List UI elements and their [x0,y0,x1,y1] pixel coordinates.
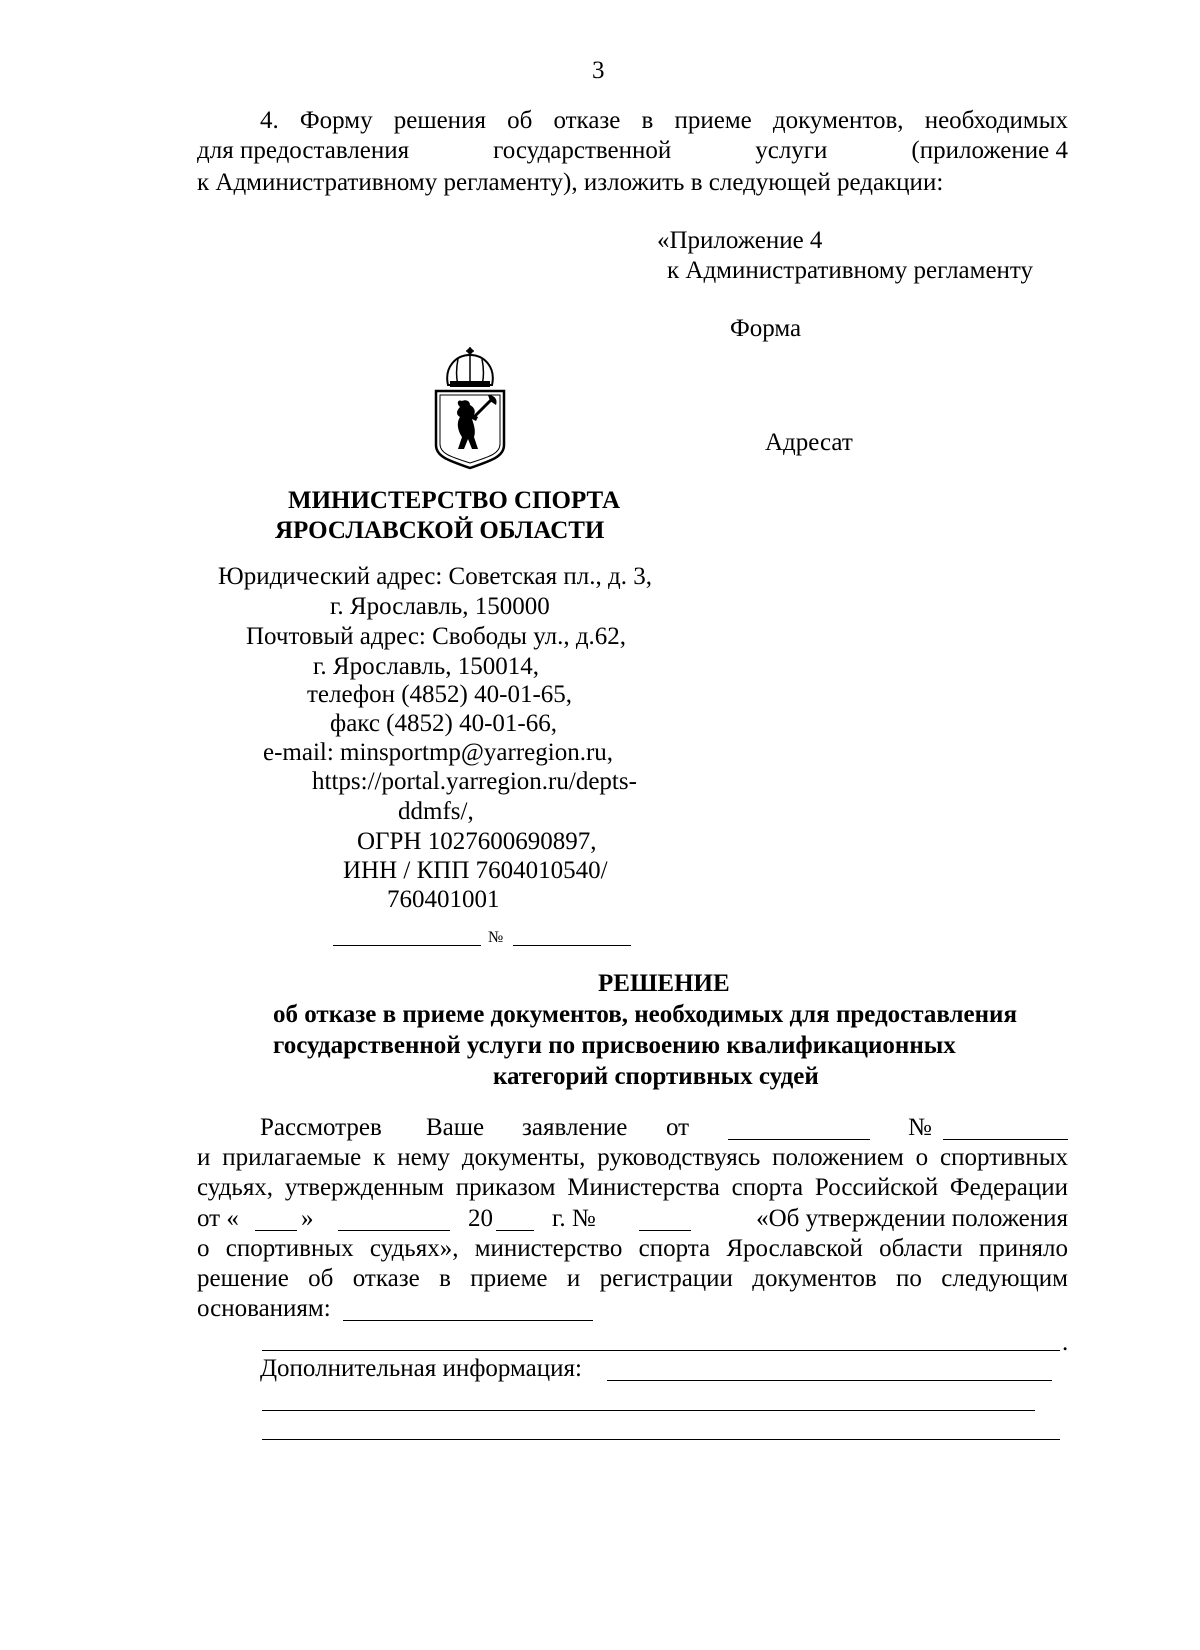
application-number-blank [943,1139,1068,1140]
body-line-3: судьях, утвержденным приказом Министерства спорта Российской Федерации [197,1174,1068,1201]
kpp-continued: 760401001 [387,886,500,913]
body-reviewed: Рассмотрев [260,1114,382,1141]
order-month-blank [338,1230,450,1231]
intro-line-3: к Административному регламенту), изложить в следующей редакции: [197,169,944,196]
addressee-label: Адресат [765,429,853,456]
decision-subtitle-line-3: категорий спортивных судей [493,1063,819,1090]
order-day-blank [255,1230,297,1231]
intro-line-2-part-b: государственной [493,137,672,164]
intro-line-2 [197,135,1068,166]
phone: телефон (4852) 40-01-65, [307,681,573,708]
additional-info-label: Дополнительная информация: [260,1355,582,1382]
body-from: от [666,1114,690,1141]
body-application: заявление [522,1114,628,1141]
body-line-5: о спортивных судьях», министерство спорта Ярославской области приняло [197,1235,1068,1262]
fax: факс (4852) 40-01-66, [330,710,557,737]
grounds-blank-2 [262,1350,1060,1351]
additional-info-blank-1 [607,1380,1052,1381]
page-number: 3 [592,57,605,84]
intro-line-2-part-d: (приложение 4 [911,137,1068,164]
decision-title: РЕШЕНИЕ [598,970,730,997]
order-number-label: г. № [552,1205,596,1232]
body-number-sign: № [908,1114,932,1141]
website-line-2: ddmfs/, [398,798,474,825]
inn-kpp: ИНН / КПП 7604010540/ [343,857,608,884]
address-postal-city: г. Ярославль, 150014, [313,653,540,680]
intro-line-1: 4. Форму решения об отказе в приеме документов, необходимых [260,107,1068,134]
number-blank-line [513,945,631,946]
body-line-2: и прилагаемые к нему документы, руководствуясь положением о спортивных [197,1144,1068,1171]
form-label: Форма [730,315,802,342]
ogrn: ОГРН 1027600690897, [357,828,597,855]
appendix-title: «Приложение 4 [657,227,823,254]
date-blank-line [333,945,481,946]
order-number-blank [639,1230,691,1231]
order-title: «Об утверждении положения [756,1205,1068,1232]
order-year-blank [496,1230,534,1231]
decision-subtitle-line-1: об отказе в приеме документов, необходимых для предоставления [273,1001,1017,1028]
website-line-1: https://portal.yarregion.ru/depts- [312,768,637,795]
application-date-blank [728,1139,870,1140]
intro-line-2-part-a: для предоставления [197,137,410,164]
order-date-close: » [301,1205,314,1232]
body-line-4 [197,1203,1068,1234]
number-sign: № [488,929,504,946]
body-your: Ваше [426,1114,485,1141]
body-line-6: решение об отказе в приеме и регистрации документов по следующим [197,1265,1068,1292]
address-legal: Юридический адрес: Советская пл., д. 3, [218,563,652,590]
address-legal-city: г. Ярославль, 150000 [330,593,550,620]
yaroslavl-coat-of-arms-icon [426,345,514,470]
additional-info-blank-2 [262,1410,1035,1411]
decision-subtitle-line-2: государственной услуги по присвоению квалификационных [273,1032,956,1059]
order-year-prefix: 20 [468,1205,493,1232]
appendix-reference: к Административному регламенту [667,257,1034,284]
grounds-period: . [1062,1329,1069,1356]
intro-line-2-part-c: услуги [755,137,828,164]
grounds-blank-1 [343,1320,593,1321]
ministry-name-line-2: ЯРОСЛАВСКОЙ ОБЛАСТИ [275,517,605,544]
body-line-7: основаниям: [197,1295,331,1322]
order-date-open: от « [197,1205,239,1232]
ministry-name-line-1: МИНИСТЕРСТВО СПОРТА [288,487,621,514]
body-line-1 [260,1112,1068,1143]
address-postal: Почтовый адрес: Свободы ул., д.62, [246,623,627,650]
additional-info-blank-3 [262,1439,1060,1440]
email: e-mail: minsportmp@yarregion.ru, [263,739,614,766]
